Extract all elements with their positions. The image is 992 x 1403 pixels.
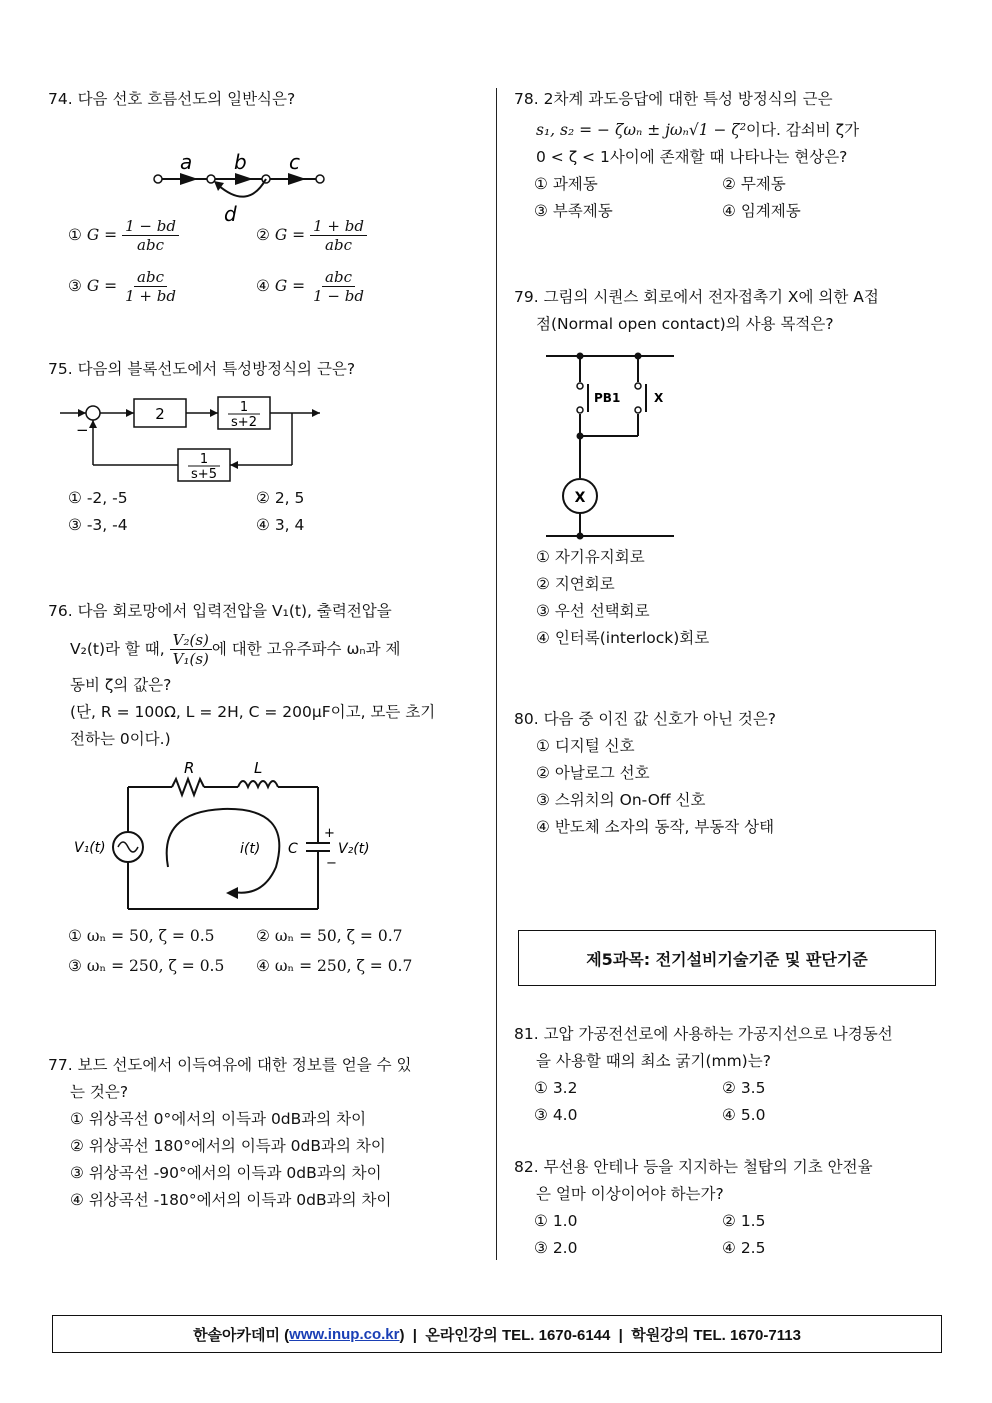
question-82-options bbox=[514, 1208, 946, 1262]
option-3: ③ 위상곡선 -90°에서의 이득과 0dB과의 차이 bbox=[70, 1164, 382, 1182]
option-1: ① -2, -5 bbox=[68, 489, 128, 507]
option-3: ③ 4.0 bbox=[534, 1106, 578, 1124]
option-2: ② ωₙ = 50, ζ = 0.7 bbox=[256, 927, 403, 945]
option-4: ④ 3, 4 bbox=[256, 516, 305, 534]
option-3: ③ 2.0 bbox=[534, 1239, 578, 1257]
label-pb1: PB1 bbox=[594, 391, 621, 405]
option-2: ② 아날로그 선호 bbox=[536, 764, 650, 782]
option-2: ② 위상곡선 180°에서의 이득과 0dB과의 차이 bbox=[70, 1137, 386, 1155]
label-L: L bbox=[254, 759, 263, 777]
option-4: ④ 5.0 bbox=[722, 1106, 766, 1124]
question-74-text: 74. 다음 선호 흐름선도의 일반식은? bbox=[48, 90, 296, 108]
option-1: ① 디지털 신호 bbox=[536, 737, 635, 755]
label-C: C bbox=[288, 841, 298, 857]
footer-website-link[interactable]: www.inup.co.kr bbox=[289, 1325, 400, 1343]
column-divider bbox=[496, 88, 497, 1260]
option-2: ② 3.5 bbox=[722, 1079, 766, 1097]
branch-label-c: c bbox=[289, 150, 300, 174]
footer-box bbox=[52, 1315, 942, 1353]
question-80-options bbox=[514, 733, 946, 841]
option-2: ② 1.5 bbox=[722, 1212, 766, 1230]
question-75-text: 75. 다음의 블록선도에서 특성방정식의 근은? bbox=[48, 360, 356, 378]
question-78 bbox=[514, 86, 946, 225]
branch-label-b: b bbox=[234, 150, 247, 174]
question-78-line2: s₁, s₂ = − ζωₙ ± jωₙ√1 − ζ²이다. 감쇠비 ζ가 bbox=[536, 121, 860, 139]
question-77-options bbox=[48, 1106, 478, 1214]
feedback-num: 1 bbox=[199, 452, 209, 467]
option-2: ② 무제동 bbox=[722, 175, 786, 193]
question-79-line1: 79. 그림의 시퀀스 회로에서 전자접촉기 X에 의한 A접 bbox=[514, 288, 879, 306]
question-78-options bbox=[514, 171, 946, 225]
question-76-line4: (단, R = 100Ω, L = 2H, C = 200μF이고, 모든 초기 bbox=[70, 703, 436, 721]
question-81-line1: 81. 고압 가공전선로에 사용하는 가공지선으로 나경동선 bbox=[514, 1025, 893, 1043]
block-tf-den: s+2 bbox=[231, 415, 257, 430]
question-80-text: 80. 다음 중 이진 값 신호가 아닌 것은? bbox=[514, 710, 777, 728]
option-4: ④ 반도체 소자의 동작, 부동작 상태 bbox=[536, 818, 775, 836]
question-74 bbox=[48, 86, 478, 305]
question-82-line1: 82. 무선용 안테나 등을 지지하는 철탑의 기초 안전율 bbox=[514, 1158, 873, 1176]
option-4: ④ 인터록(interlock)회로 bbox=[536, 629, 710, 647]
option-1: ① G = $\frac{1 - bd}{\text{abc}}$ bbox=[68, 217, 256, 254]
label-V1: V₁(t) bbox=[74, 840, 106, 856]
block-tf-num: 1 bbox=[239, 400, 249, 415]
question-75-options bbox=[48, 485, 478, 539]
question-76 bbox=[48, 598, 478, 981]
signal-flow-graph bbox=[48, 113, 478, 226]
footer-academy: 한솔아카데미 ( bbox=[193, 1326, 290, 1344]
summing-minus: − bbox=[76, 421, 89, 439]
option-3: ③ -3, -4 bbox=[68, 516, 128, 534]
option-4: ④ G = $\frac{\text{abc}}{1 - bd}$ bbox=[256, 268, 364, 305]
option-3: ③ G = $\frac{\text{abc}}{1 + bd}$ bbox=[68, 268, 176, 305]
option-4: ④ 위상곡선 -180°에서의 이득과 0dB과의 차이 bbox=[70, 1191, 392, 1209]
question-77-line2: 는 것은? bbox=[70, 1083, 129, 1101]
option-1: ① 위상곡선 0°에서의 이득과 0dB과의 차이 bbox=[70, 1110, 367, 1128]
label-R: R bbox=[184, 759, 195, 777]
option-4: ④ 2.5 bbox=[722, 1239, 766, 1257]
question-79 bbox=[514, 284, 946, 652]
option-1: ① 자기유지회로 bbox=[536, 548, 645, 566]
question-81-options bbox=[514, 1075, 946, 1129]
question-76-line1: 76. 다음 회로망에서 입력전압을 V₁(t), 출력전압을 bbox=[48, 602, 392, 620]
section-title: 제5과목: 전기설비기술기준 및 판단기준 bbox=[586, 949, 868, 969]
footer-contact: ) | 온라인강의 TEL. 1670-6144 | 학원강의 TEL. 1670-7113 bbox=[399, 1326, 801, 1344]
option-2: ② 2, 5 bbox=[256, 489, 305, 507]
question-79-line2: 점(Normal open contact)의 사용 목적은? bbox=[536, 315, 834, 333]
option-4: ④ 임계제동 bbox=[722, 202, 801, 220]
question-77 bbox=[48, 1052, 478, 1214]
sequence-circuit bbox=[514, 344, 814, 544]
feedback-den: s+5 bbox=[191, 467, 217, 482]
label-V2: V₂(t) bbox=[338, 841, 370, 857]
question-76-line5: 전하는 0이다.) bbox=[70, 730, 171, 748]
section-title-box bbox=[518, 930, 936, 986]
option-3: ③ 우선 선택회로 bbox=[536, 602, 650, 620]
block-gain-2: 2 bbox=[155, 405, 165, 423]
question-75 bbox=[48, 356, 478, 539]
question-78-line1: 78. 2차계 과도응답에 대한 특성 방정식의 근은 bbox=[514, 90, 833, 108]
branch-label-a: a bbox=[180, 150, 193, 174]
label-coil: X bbox=[574, 490, 586, 506]
rlc-circuit bbox=[48, 757, 478, 921]
question-82-line2: 은 얼마 이상이어야 하는가? bbox=[536, 1185, 724, 1203]
question-76-line2: V₂(t)라 할 때, $\frac{\text{V₂(s)}}{\text{V₁(s)}}$ 에 대한 고유주파수 ωₙ과 제 bbox=[70, 631, 401, 668]
label-x-contact: X bbox=[654, 391, 664, 405]
cap-minus: − bbox=[326, 856, 337, 871]
question-76-options bbox=[48, 921, 478, 981]
option-3: ③ 스위치의 On-Off 신호 bbox=[536, 791, 706, 809]
option-2: ② G = $\frac{1 + bd}{\text{abc}}$ bbox=[256, 217, 444, 254]
question-79-options bbox=[514, 544, 946, 652]
option-1: ① ωₙ = 50, ζ = 0.5 bbox=[68, 927, 215, 945]
option-3: ③ ωₙ = 250, ζ = 0.5 bbox=[68, 957, 225, 975]
option-3: ③ 부족제동 bbox=[534, 202, 613, 220]
option-2: ② 지연회로 bbox=[536, 575, 615, 593]
question-76-line3: 동비 ζ의 값은? bbox=[70, 676, 172, 694]
question-78-line3: 0 < ζ < 1사이에 존재할 때 나타나는 현상은? bbox=[536, 148, 848, 166]
option-4: ④ ωₙ = 250, ζ = 0.7 bbox=[256, 957, 413, 975]
label-current: i(t) bbox=[240, 841, 261, 857]
question-74-options bbox=[48, 217, 478, 305]
question-81 bbox=[514, 1021, 946, 1129]
branch-label-d: d bbox=[224, 202, 237, 226]
option-1: ① 1.0 bbox=[534, 1212, 578, 1230]
question-81-line2: 을 사용할 때의 최소 굵기(mm)는? bbox=[536, 1052, 771, 1070]
block-diagram bbox=[48, 387, 478, 483]
question-80 bbox=[514, 706, 946, 841]
option-1: ① 과제동 bbox=[534, 175, 598, 193]
question-77-line1: 77. 보드 선도에서 이득여유에 대한 정보를 얻을 수 있 bbox=[48, 1056, 412, 1074]
option-1: ① 3.2 bbox=[534, 1079, 578, 1097]
question-82 bbox=[514, 1154, 946, 1262]
cap-plus: + bbox=[324, 826, 335, 841]
